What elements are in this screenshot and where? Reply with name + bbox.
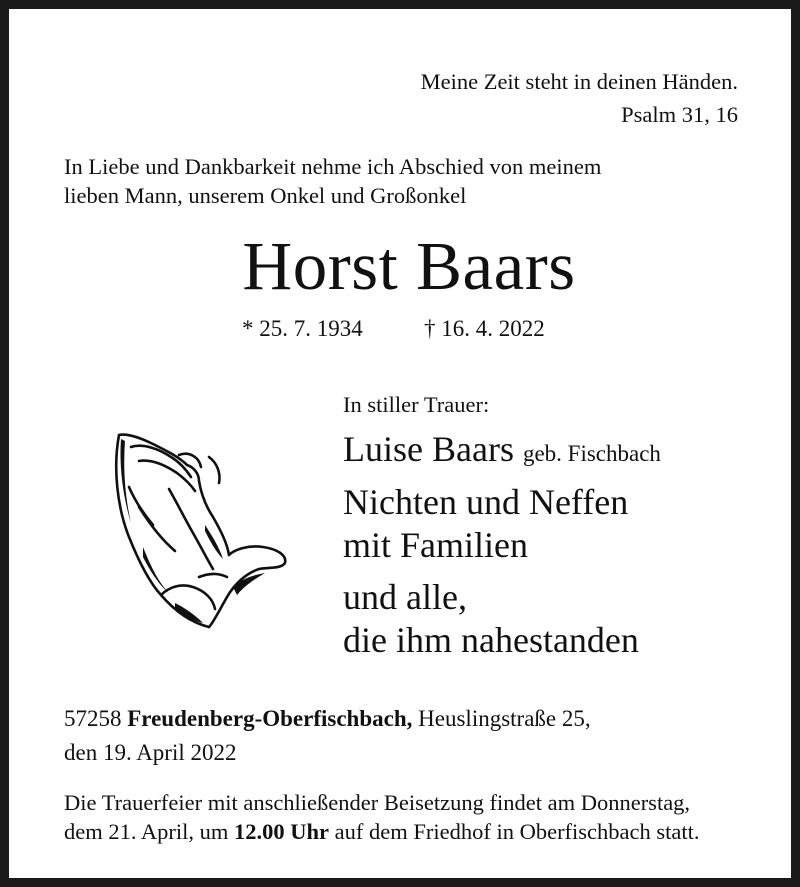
widow-line [343, 427, 661, 476]
street: Heuslingstraße 25, [418, 706, 591, 731]
birth-date: * 25. 7. 1934 [242, 316, 363, 341]
date-line: den 19. April 2022 [64, 740, 237, 765]
close-ones-line: die ihm nahestanden [343, 620, 639, 660]
verse-reference: Psalm 31, 16 [621, 102, 738, 127]
praying-hands-icon [109, 427, 291, 635]
death-date: † 16. 4. 2022 [424, 316, 545, 341]
bible-verse: Meine Zeit steht in deinen Händen. [420, 69, 738, 94]
intro-text [64, 152, 754, 210]
funeral-time: 12.00 Uhr [234, 819, 329, 844]
all-others-line: und alle, [343, 577, 467, 617]
nieces-nephews-line: Nichten und Neffen [343, 482, 629, 522]
funeral-place: auf dem Friedhof in Oberfischbach statt. [334, 819, 700, 844]
address-line [64, 706, 591, 732]
intro-line-1: In Liebe und Dankbarkeit nehme ich Abschied von meinem [64, 154, 602, 179]
funeral-line-2 [64, 817, 756, 846]
mourning-label: In stiller Trauer: [343, 392, 490, 417]
widow-maiden-name: geb. Fischbach [522, 441, 661, 466]
postcode: 57258 [64, 706, 122, 731]
funeral-notice [64, 788, 756, 846]
widow-name: Luise Baars [343, 429, 514, 469]
town: Freudenberg-Oberfischbach, [127, 706, 413, 731]
funeral-line-1: Die Trauerfeier mit anschließender Beisetzung findet am Donnerstag, [64, 790, 691, 815]
families-line: mit Familien [343, 525, 528, 565]
intro-line-2: lieben Mann, unserem Onkel und Großonkel [64, 183, 467, 208]
funeral-date: dem 21. April, um [64, 819, 229, 844]
deceased-name: Horst Baars [242, 228, 576, 304]
